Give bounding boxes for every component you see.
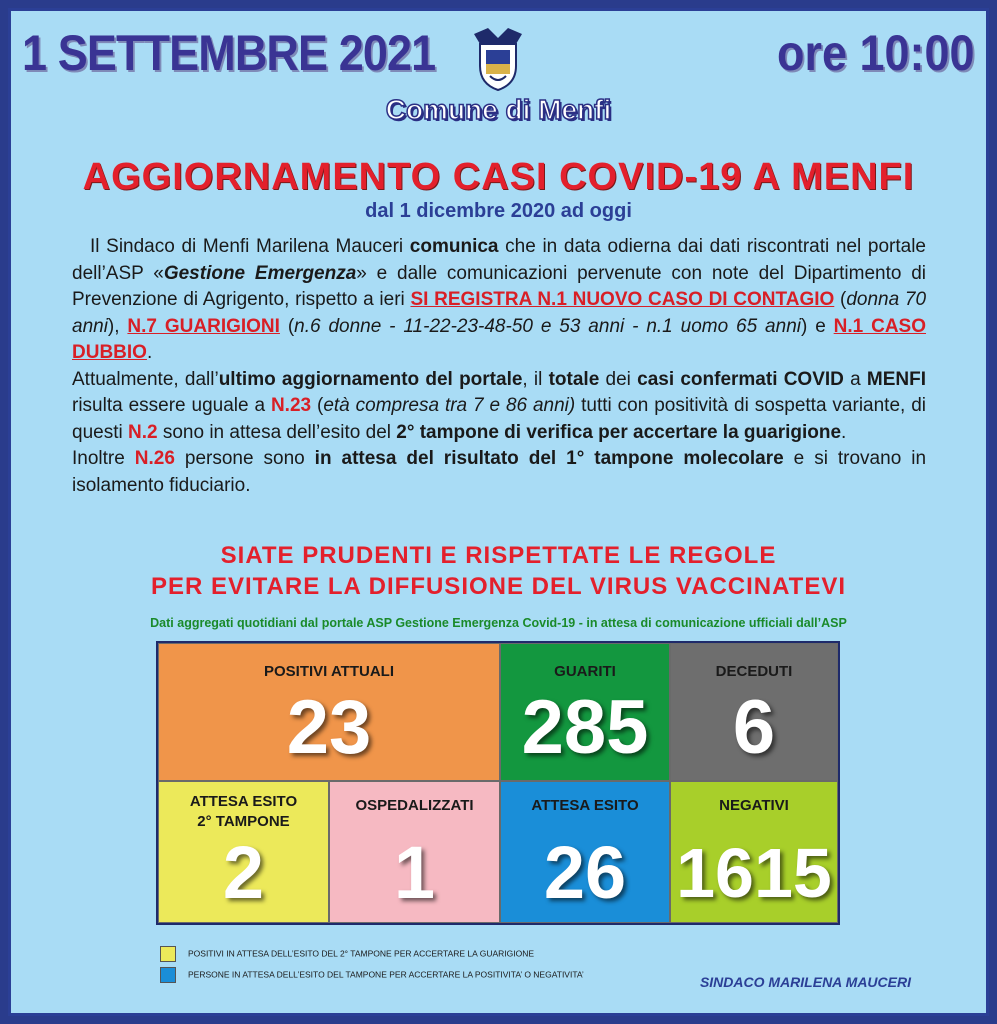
appeal-line-2: PER EVITARE LA DIFFUSIONE DEL VIRUS VACCINATEVI: [150, 573, 847, 600]
appeal-line-1: SIATE PRUDENTI E RISPETTATE LE REGOLE: [220, 542, 777, 569]
new-case-highlight: SI REGISTRA N.1 NUOVO CASO DI CONTAGIO: [410, 289, 835, 310]
appeal-message: [0, 540, 997, 602]
blue-swatch-icon: [160, 967, 176, 983]
stat-attesa-2-tampone: [158, 781, 329, 923]
paragraph-2: Attualmente, dall’ultimo aggiornamento del portale, il totale dei casi confermati COVID a MENFI risulta essere uguale a N.23 (età compresa tra 7 e 86 anni) tutti con positività di sospetta variante, di questi N.2 sono in attesa dell’esito del 2° tampone di verifica per accertare la guarigione.: [72, 368, 927, 443]
stat-guariti: [500, 643, 670, 781]
page-title: AGGIORNAMENTO CASI COVID-19 A MENFI: [82, 156, 915, 198]
stat-deceduti-value: 6: [732, 685, 776, 770]
stat-attesa-esito-label: ATTESA ESITO: [531, 797, 639, 814]
stat-guariti-value: 285: [521, 685, 649, 770]
stat-negativi-label: NEGATIVI: [719, 797, 789, 814]
time-heading: ore 10:00: [777, 25, 975, 81]
stat-deceduti: [670, 643, 838, 781]
page-subtitle: dal 1 dicembre 2020 ad oggi: [365, 200, 632, 222]
stat-negativi: [670, 781, 838, 923]
stat-ospedalizzati-label: OSPEDALIZZATI: [355, 797, 474, 814]
stat-guariti-label: GUARITI: [554, 663, 616, 680]
stat-attesa-esito: [500, 781, 670, 923]
signature: SINDACO MARILENA MAUCERI: [699, 974, 911, 990]
stats-grid: [156, 641, 840, 925]
data-source-caption: Dati aggregati quotidiani dal portale ASP Gestione Emergenza Covid-19 - in attesa di comunicazione ufficiali dall’ASP: [150, 616, 847, 630]
stat-attesa-esito-value: 26: [543, 831, 627, 914]
stat-ospedalizzati-value: 1: [393, 831, 436, 914]
stat-negativi-value: 1615: [676, 834, 832, 912]
coat-of-arms-icon: [470, 26, 526, 92]
stat-positivi-label: POSITIVI ATTUALI: [264, 663, 394, 680]
paragraph-1: Il Sindaco di Menfi Marilena Mauceri comunica che in data odierna dai dati riscontrati nel portale dell’ASP «Gestione Emergenza» e dalle comunicazioni pervenute con note del Dipartimento di Prevenzione di Agrigento, rispetto a ieri SI REGISTRA N.1 NUOVO CASO DI CONTAGIO (donna 70 anni), N.7 GUARIGIONI (n.6 donne - 11-22-23-48-50 e 53 anni - n.1 uomo 65 anni) e N.1 CASO DUBBIO.: [72, 236, 927, 363]
legend-item-blue: [160, 967, 584, 983]
recoveries-highlight: N.7 GUARIGIONI: [127, 315, 280, 337]
legend-item-blue-label: PERSONE IN ATTESA DELL’ESITO DEL TAMPONE PER ACCERTARE LA POSITIVITA’ O NEGATIVITA’: [188, 969, 584, 980]
announcement-text: [72, 234, 926, 499]
stat-ospedalizzati: [329, 781, 500, 923]
stat-attesa-2-tampone-value: 2: [222, 831, 265, 914]
stat-attesa-2-tampone-label: ATTESA ESITO 2° TAMPONE: [189, 793, 298, 830]
paragraph-3: Inoltre N.26 persone sono in attesa del risultato del 1° tampone molecolare e si trovano in isolamento fiduciario.: [72, 448, 927, 496]
stat-positivi: [158, 643, 500, 781]
legend-item-yellow-label: POSITIVI IN ATTESA DELL’ESITO DEL 2° TAMPONE PER ACCERTARE LA GUARIGIONE: [188, 948, 535, 959]
stat-positivi-value: 23: [286, 685, 372, 770]
doubtful-case-highlight: N.1 CASO DUBBIO: [72, 315, 927, 363]
comune-label: Comune di Menfi: [385, 94, 612, 125]
yellow-swatch-icon: [160, 946, 176, 962]
legend-item-yellow: [160, 946, 534, 962]
stat-deceduti-label: DECEDUTI: [715, 663, 793, 680]
date-heading: 1 SETTEMBRE 2021: [22, 25, 436, 81]
